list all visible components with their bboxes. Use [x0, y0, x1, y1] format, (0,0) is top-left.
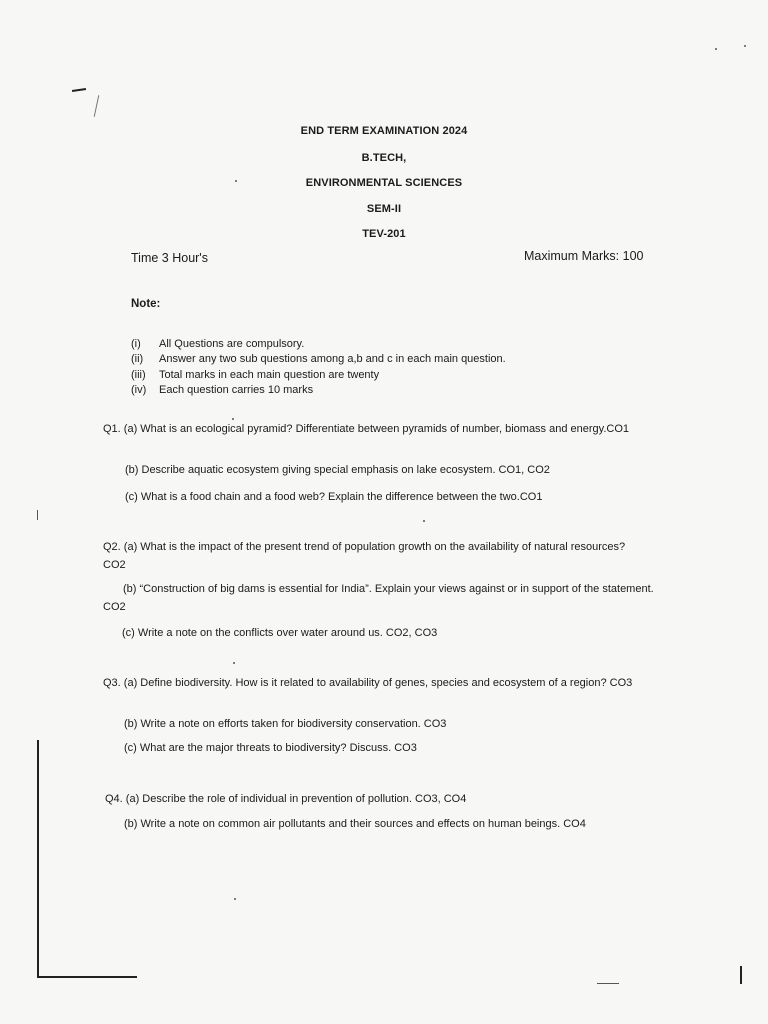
semester-title: SEM-II: [366, 203, 402, 215]
scan-border-bottom: [37, 976, 137, 978]
scan-dot: [744, 45, 746, 47]
instruction-text: Total marks in each main question are twenty: [159, 369, 380, 381]
instruction-num: (iii): [131, 369, 146, 381]
instruction-num: (iv): [131, 384, 147, 396]
scan-dash-bottom-right: [597, 983, 619, 984]
question-4a: Q4. (a) Describe the role of individual in prevention of pollution. CO3, CO4: [105, 793, 467, 805]
note-label: Note:: [131, 298, 161, 310]
question-3a: Q3. (a) Define biodiversity. How is it related to availability of genes, species and ecosystem of a region? CO3: [103, 677, 633, 689]
degree-title: B.TECH,: [361, 152, 407, 164]
instruction-item: [131, 369, 379, 381]
time-label: Time 3 Hour's: [131, 251, 208, 265]
scan-dot: [715, 48, 717, 50]
scan-dot: [233, 662, 235, 664]
question-2b: (b) “Construction of big dams is essential for India”. Explain your views against or in support of the statement. CO2: [103, 583, 654, 613]
question-3c: (c) What are the major threats to biodiversity? Discuss. CO3: [124, 742, 417, 754]
instruction-text: All Questions are compulsory.: [159, 338, 305, 350]
instruction-item: [131, 384, 313, 396]
scan-mark-bottom-right: [740, 966, 742, 984]
scan-dot: [423, 520, 425, 522]
question-2a: Q2. (a) What is the impact of the present trend of population growth on the availability of natural resources? CO2: [103, 541, 626, 571]
instruction-num: (ii): [131, 353, 144, 365]
scan-mark-left-edge: [37, 510, 38, 520]
question-1b: (b) Describe aquatic ecosystem giving special emphasis on lake ecosystem. CO1, CO2: [125, 464, 550, 476]
exam-title: END TERM EXAMINATION 2024: [300, 125, 468, 137]
question-1c: (c) What is a food chain and a food web? Explain the difference between the two.CO1: [125, 491, 543, 503]
question-1a: Q1. (a) What is an ecological pyramid? Differentiate between pyramids of number, biomass and energy.CO1: [103, 423, 630, 435]
instruction-num: (i): [131, 338, 141, 350]
question-3b: (b) Write a note on efforts taken for biodiversity conservation. CO3: [124, 718, 447, 730]
scan-mark-tick: [94, 95, 100, 117]
instruction-text: Each question carries 10 marks: [159, 384, 314, 396]
subject-title: ENVIRONMENTAL SCIENCES: [305, 177, 463, 189]
instruction-item: [131, 338, 304, 350]
course-code: TEV-201: [362, 228, 406, 240]
question-2c: (c) Write a note on the conflicts over water around us. CO2, CO3: [122, 627, 438, 639]
scan-mark-top-left: [72, 88, 86, 92]
scan-dot: [234, 898, 236, 900]
max-marks-label: Maximum Marks: 100: [524, 249, 644, 263]
instruction-item: [131, 353, 506, 365]
question-4b: (b) Write a note on common air pollutants and their sources and effects on human beings. CO4: [124, 818, 586, 830]
instruction-text: Answer any two sub questions among a,b and c in each main question.: [159, 353, 506, 365]
scan-border-left: [37, 740, 39, 978]
